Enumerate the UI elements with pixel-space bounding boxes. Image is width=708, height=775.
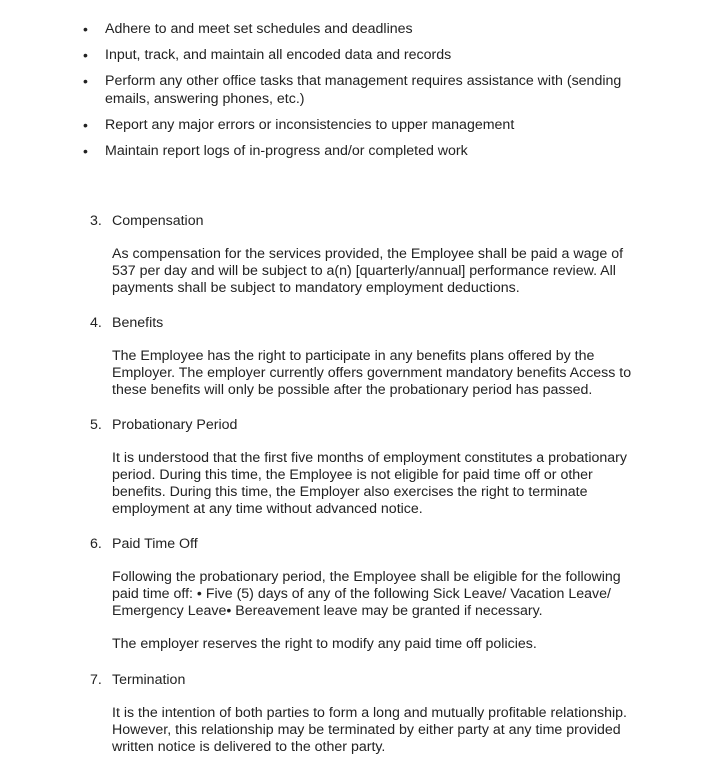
bullet-item	[0, 46, 708, 64]
section-title: Termination	[112, 672, 186, 688]
section-number: 7.	[90, 672, 102, 688]
section-compensation	[0, 212, 708, 297]
bullet-dot: •	[83, 73, 88, 89]
section-paragraph: Following the probationary period, the Employee shall be eligible for the following paid time off: • Five (5) days of any of the following Sick Leave/ Vacation Leave/ Emergency Leave• Bereavement leave may be granted if necessary.	[112, 569, 621, 619]
section-heading	[0, 416, 708, 434]
section-paid-time-off	[0, 535, 708, 653]
bullet-dot: •	[83, 47, 88, 63]
section-title: Benefits	[112, 315, 164, 331]
bullet-item	[0, 116, 708, 134]
section-heading	[0, 535, 708, 553]
duties-bullet-list	[0, 20, 708, 168]
bullet-text: Input, track, and maintain all encoded data and records	[105, 47, 452, 63]
section-number: 5.	[90, 417, 102, 433]
bullet-dot: •	[83, 21, 88, 37]
bullet-item	[0, 72, 708, 108]
section-paragraph: As compensation for the services provided, the Employee shall be paid a wage of 537 per day and will be subject to a(n) [quarterly/annual] performance review. All payments shall be subject to mandatory employment deductions.	[112, 246, 624, 296]
bullet-item	[0, 20, 708, 38]
section-title: Paid Time Off	[112, 536, 198, 552]
section-title: Compensation	[112, 213, 204, 229]
section-number: 3.	[90, 213, 102, 229]
section-number: 4.	[90, 315, 102, 331]
section-paragraph: The employer reserves the right to modify any paid time off policies.	[112, 636, 537, 652]
bullet-text: Perform any other office tasks that management requires assistance with (sending emails, answering phones, etc.)	[105, 73, 622, 107]
section-title: Probationary Period	[112, 417, 238, 433]
section-probationary-period	[0, 416, 708, 518]
section-benefits	[0, 314, 708, 399]
section-number: 6.	[90, 536, 102, 552]
section-heading	[0, 314, 708, 332]
section-paragraph: It is understood that the first five months of employment constitutes a probationary period. During this time, the Employee is not eligible for paid time off or other benefits. During this time, the Employer also exercises the right to terminate employment at any time without advanced notice.	[112, 450, 627, 517]
section-heading	[0, 212, 708, 230]
section-paragraph: The Employee has the right to participate in any benefits plans offered by the Employer. The employer currently offers government mandatory benefits Access to these benefits will only be possible after the probationary period has passed.	[112, 348, 632, 398]
bullet-dot: •	[83, 143, 88, 159]
section-termination	[0, 671, 708, 756]
bullet-text: Maintain report logs of in-progress and/or completed work	[105, 143, 468, 159]
bullet-item	[0, 142, 708, 160]
bullet-dot: •	[83, 117, 88, 133]
bullet-text: Report any major errors or inconsistencies to upper management	[105, 117, 515, 133]
bullet-text: Adhere to and meet set schedules and deadlines	[105, 21, 413, 37]
section-paragraph: It is the intention of both parties to form a long and mutually profitable relationship. However, this relationship may be terminated by either party at any time provided written notice is delivered to the other party.	[112, 705, 627, 755]
section-heading	[0, 671, 708, 689]
